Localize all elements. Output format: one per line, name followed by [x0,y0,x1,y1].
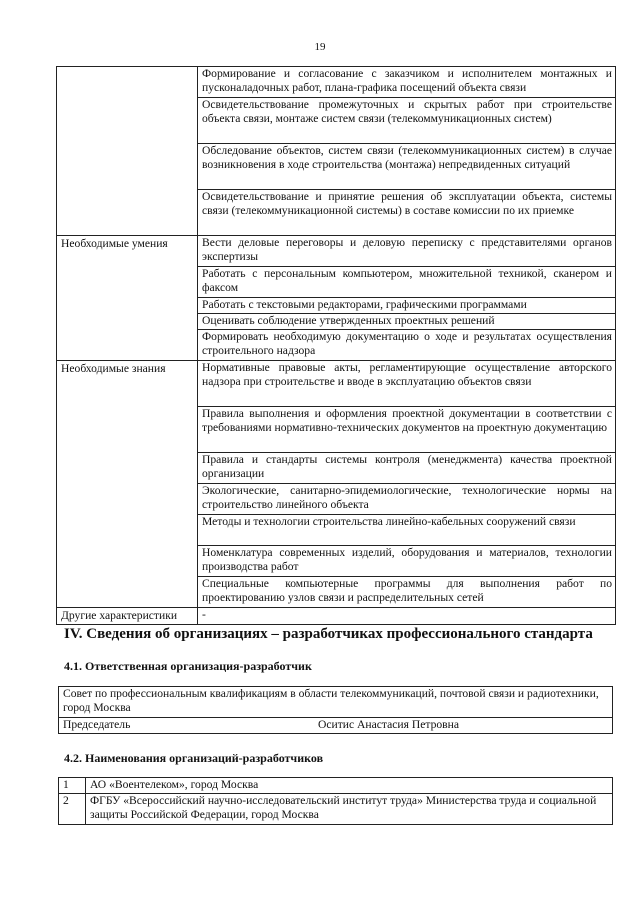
row-label-other: Другие характеристики [57,608,198,625]
table-row [59,794,613,825]
table-cell: Формирование и согласование с заказчиком и исполнителем монтажных и пусконаладочных работ, плана-графика посещений объекта связи [198,67,616,98]
row-number: 1 [59,778,86,794]
section-4-1-title: 4.1. Ответственная организация-разработчик [64,659,312,673]
chairman-row [59,718,613,734]
table-cell: - [198,608,616,625]
organization-name: АО «Воентелеком», город Москва [86,778,613,794]
table-row [57,67,616,98]
table-cell: Оценивать соблюдение утвержденных проектных решений [198,314,616,330]
section-iv-title: IV. Сведения об организациях – разработчиках профессионального стандарта [64,626,593,642]
section-4-2-title: 4.2. Наименования организаций-разработчиков [64,751,324,765]
row-number: 2 [59,794,86,825]
organization-name: Совет по профессиональным квалификациям в области телекоммуникаций, почтовой связи и радиотехники, город Москва [59,687,613,718]
responsible-organization-table [58,686,613,734]
row-label-knowledge: Необходимые знания [57,361,198,608]
table-cell: Методы и технологии строительства линейно-кабельных сооружений связи [198,515,616,546]
table-cell: Экологические, санитарно-эпидемиологические, технологические нормы на строительство линейного объекта [198,484,616,515]
table-row [57,361,616,407]
chairman-position: Председатель [63,718,131,731]
table-cell: Формировать необходимую документацию о ходе и результатах осуществления строительного надзора [198,330,616,361]
table-cell: Освидетельствование промежуточных и скрытых работ при строительстве объекта связи, монтаже систем связи (телекоммуникационных систем) [198,98,616,144]
table-row [57,236,616,267]
row-label [57,67,198,236]
developer-organizations-table [58,777,613,825]
chairman-name: Оситис Анастасия Петровна [318,718,459,731]
table-cell: Работать с персональным компьютером, множительной техникой, сканером и факсом [198,267,616,298]
table-row [59,718,613,734]
competency-table [56,66,616,625]
table-cell: Вести деловые переговоры и деловую переписку с представителями органов экспертизы [198,236,616,267]
table-cell: Правила и стандарты системы контроля (менеджмента) качества проектной организации [198,453,616,484]
table-row [59,778,613,794]
table-cell: Правила выполнения и оформления проектной документации в соответствии с требованиями нормативно-технических документов на проектную документацию [198,407,616,453]
table-row [57,608,616,625]
row-label-skills: Необходимые умения [57,236,198,361]
table-cell: Специальные компьютерные программы для выполнения работ по проектированию узлов связи и распределительных сетей [198,577,616,608]
organization-name: ФГБУ «Всероссийский научно-исследовательский институт труда» Министерства труда и социальной защиты Российской Федерации, город Москва [86,794,613,825]
table-cell: Нормативные правовые акты, регламентирующие осуществление авторского надзора при строительстве и вводе в эксплуатацию объектов связи [198,361,616,407]
table-cell: Освидетельствование и принятие решения об эксплуатации объекта, системы связи (телекоммуникационной системы) в составе комиссии по их приемке [198,190,616,236]
table-cell: Номенклатура современных изделий, оборудования и материалов, технологии производства работ [198,546,616,577]
table-cell: Работать с текстовыми редакторами, графическими программами [198,298,616,314]
table-cell: Обследование объектов, систем связи (телекоммуникационных систем) в случае возникновения в ходе строительства (монтажа) непредвиденных ситуаций [198,144,616,190]
page-number: 19 [314,41,326,53]
table-row [59,687,613,718]
